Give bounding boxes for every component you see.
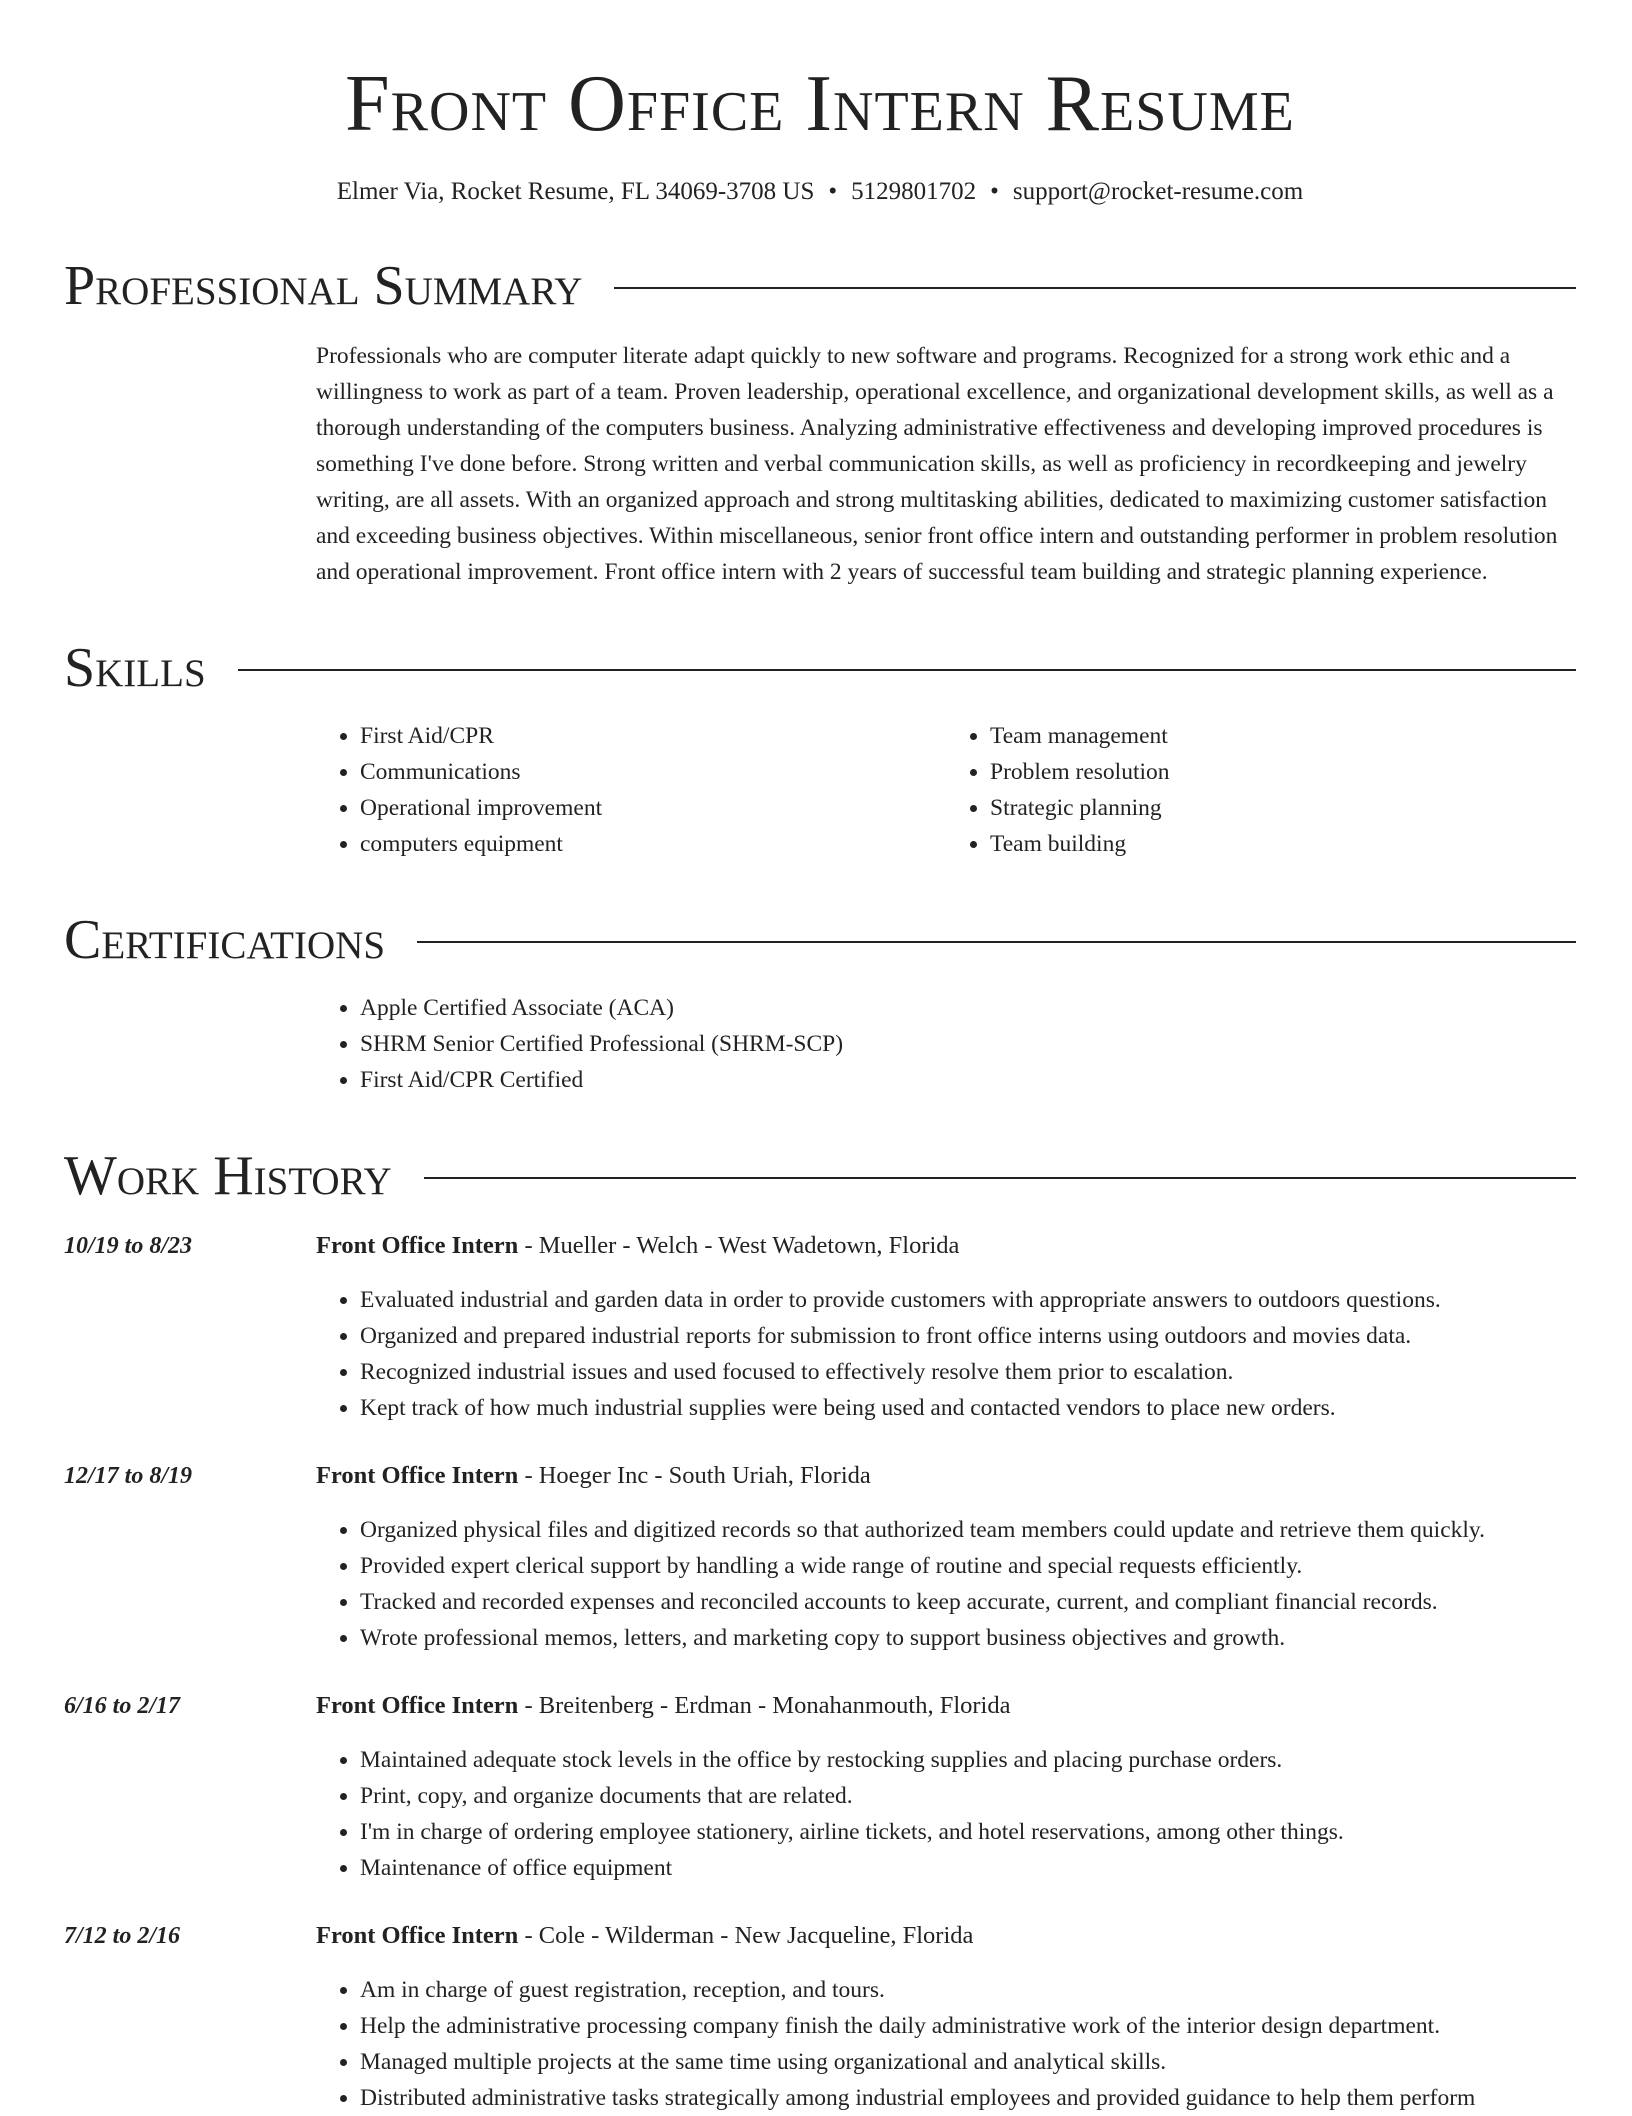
job-dates: 6/16 to 2/17	[64, 1693, 181, 1719]
job-heading	[316, 1688, 1576, 1724]
contact-address: Elmer Via, Rocket Resume, FL 34069-3708 US	[336, 178, 815, 205]
contact-separator: •	[828, 178, 838, 205]
job-bullet: • Distributed administrative tasks strategically among industrial employees and provided guidance to help them perform	[360, 2080, 1576, 2116]
job-dates: 10/19 to 8/23	[64, 1233, 193, 1259]
job-bullet: • Tracked and recorded expenses and reconciled accounts to keep accurate, current, and compliant financial records.	[360, 1584, 1576, 1620]
job-bullet: • Maintenance of office equipment	[360, 1850, 1576, 1886]
resume-title: Front Office Intern Resume	[345, 60, 1295, 148]
job-heading	[316, 1458, 1576, 1494]
job-dates: 7/12 to 2/16	[64, 1923, 181, 1949]
job-bullet: • I'm in charge of ordering employee stationery, airline tickets, and hotel reservations, among other things.	[360, 1814, 1576, 1850]
skill-item: • computers equipment	[360, 826, 946, 862]
skills-section-header	[64, 638, 1576, 698]
job-bullets	[316, 1972, 1576, 2116]
skill-item: • Operational improvement	[360, 790, 946, 826]
certification-item: • SHRM Senior Certified Professional (SHRM-SCP)	[360, 1026, 1576, 1062]
skills-list	[316, 718, 1576, 862]
contact-line	[64, 176, 1576, 208]
certification-item: • First Aid/CPR Certified	[360, 1062, 1576, 1098]
section-rule	[417, 941, 1576, 943]
summary-heading: Professional Summary	[64, 255, 583, 317]
resume-page	[64, 0, 1576, 2116]
skill-item: • Strategic planning	[990, 790, 1576, 826]
contact-phone: 5129801702	[851, 178, 977, 205]
work-history-heading: Work History	[64, 1145, 392, 1207]
job-bullet: • Provided expert clerical support by handling a wide range of routine and special requests efficiently.	[360, 1548, 1576, 1584]
job-dates: 12/17 to 8/19	[64, 1463, 193, 1489]
job-bullet: • Organized and prepared industrial reports for submission to front office interns using outdoors and movies data.	[360, 1318, 1576, 1354]
job-bullet: • Evaluated industrial and garden data in order to provide customers with appropriate answers to outdoors questions.	[360, 1282, 1576, 1318]
job-details	[316, 1688, 1576, 1886]
job-employer: - Cole - Wilderman - New Jacqueline, Florida	[518, 1922, 974, 1949]
job-details	[316, 1918, 1576, 2116]
skill-item: • First Aid/CPR	[360, 718, 946, 754]
certifications-list	[316, 990, 1576, 1098]
job-entry	[64, 1688, 1576, 1886]
contact-separator: •	[990, 178, 999, 205]
job-details	[316, 1228, 1576, 1426]
job-details	[316, 1458, 1576, 1656]
job-employer: - Mueller - Welch - West Wadetown, Florida	[518, 1232, 960, 1259]
job-bullet: • Kept track of how much industrial supplies were being used and contacted vendors to place new orders.	[360, 1390, 1576, 1426]
section-rule	[424, 1177, 1576, 1179]
job-bullet: • Print, copy, and organize documents that are related.	[360, 1778, 1576, 1814]
skill-item: • Team building	[990, 826, 1576, 862]
certifications-heading: Certifications	[64, 909, 386, 971]
job-bullet: • Am in charge of guest registration, reception, and tours.	[360, 1972, 1576, 2008]
job-bullet: • Organized physical files and digitized records so that authorized team members could update and retrieve them quickly.	[360, 1512, 1576, 1548]
job-title: Front Office Intern	[316, 1232, 519, 1259]
job-bullet: • Maintained adequate stock levels in the office by restocking supplies and placing purchase orders.	[360, 1742, 1576, 1778]
job-bullet: • Recognized industrial issues and used focused to effectively resolve them prior to escalation.	[360, 1354, 1576, 1390]
job-entry	[64, 1918, 1576, 2116]
certification-item: • Apple Certified Associate (ACA)	[360, 990, 1576, 1026]
job-entry	[64, 1458, 1576, 1656]
skill-item: • Team management	[990, 718, 1576, 754]
job-title: Front Office Intern	[316, 1692, 519, 1719]
skills-column-right	[946, 718, 1576, 862]
section-rule	[238, 669, 1576, 671]
job-employer: - Hoeger Inc - South Uriah, Florida	[518, 1462, 871, 1489]
summary-text: Professionals who are computer literate adapt quickly to new software and programs. Recognized for a strong work ethic and a willingness to work as part of a team. Proven leadership, operational excellence, and organizational development skills, as well as a thorough understanding of the computers business. Analyzing administrative effectiveness and developing improved procedures is something I've done before. Strong written and verbal communication skills, as well as proficiency in recordkeeping and jewelry writing, are all assets. With an organized approach and strong multitasking abilities, dedicated to maximizing customer satisfaction and exceeding business objectives. Within miscellaneous, senior front office intern and outstanding performer in problem resolution and operational improvement. Front office intern with 2 years of successful team building and strategic planning experience.	[316, 343, 1558, 585]
job-heading	[316, 1918, 1576, 1954]
job-bullet: • Managed multiple projects at the same time using organizational and analytical skills.	[360, 2044, 1576, 2080]
skills-heading: Skills	[64, 637, 206, 699]
skill-item: • Communications	[360, 754, 946, 790]
skills-column-left	[316, 718, 946, 862]
contact-email: support@rocket-resume.com	[1012, 178, 1304, 205]
job-bullets	[316, 1282, 1576, 1426]
work-history-section-header	[64, 1146, 1576, 1206]
job-bullet: • Wrote professional memos, letters, and marketing copy to support business objectives and growth.	[360, 1620, 1576, 1656]
job-heading	[316, 1228, 1576, 1264]
job-employer: - Breitenberg - Erdman - Monahanmouth, Florida	[518, 1692, 1011, 1719]
job-bullets	[316, 1742, 1576, 1886]
certifications-section-header	[64, 910, 1576, 970]
skill-item: • Problem resolution	[990, 754, 1576, 790]
job-entry	[64, 1228, 1576, 1426]
job-title: Front Office Intern	[316, 1462, 519, 1489]
job-bullet: • Help the administrative processing company finish the daily administrative work of the interior design department.	[360, 2008, 1576, 2044]
summary-section-header	[64, 256, 1576, 316]
section-rule	[614, 287, 1576, 289]
job-bullets	[316, 1512, 1576, 1656]
job-title: Front Office Intern	[316, 1922, 519, 1949]
